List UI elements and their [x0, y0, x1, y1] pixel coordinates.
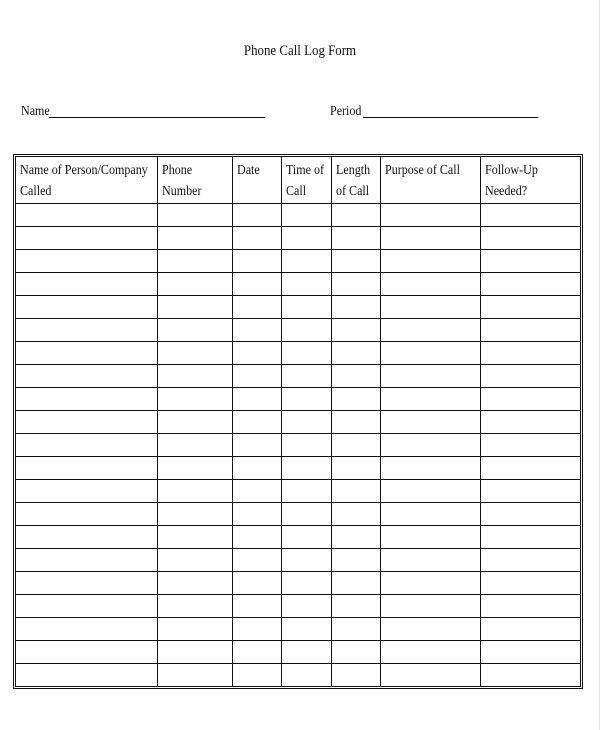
table-cell[interactable]: [16, 595, 158, 618]
table-row: [16, 204, 581, 227]
table-cell[interactable]: [481, 572, 581, 595]
table-cell[interactable]: [158, 549, 233, 572]
table-cell[interactable]: [233, 296, 282, 319]
column-header-purpose-of-call: Purpose of Call: [381, 157, 481, 204]
table-cell[interactable]: [381, 250, 481, 273]
table-cell[interactable]: [16, 319, 158, 342]
table-row: [16, 457, 581, 480]
table-cell[interactable]: [16, 549, 158, 572]
table-cell[interactable]: [282, 457, 332, 480]
table-row: [16, 273, 581, 296]
table-cell[interactable]: [381, 618, 481, 641]
table-row: [16, 480, 581, 503]
table-cell[interactable]: [481, 250, 581, 273]
table-cell[interactable]: [481, 411, 581, 434]
table-cell[interactable]: [158, 227, 233, 250]
table-cell[interactable]: [282, 411, 332, 434]
table-cell[interactable]: [158, 457, 233, 480]
table-cell[interactable]: [158, 365, 233, 388]
table-cell[interactable]: [332, 319, 381, 342]
table-cell[interactable]: [332, 273, 381, 296]
table-cell[interactable]: [16, 227, 158, 250]
table-cell[interactable]: [16, 618, 158, 641]
table-cell[interactable]: [282, 526, 332, 549]
table-row: [16, 526, 581, 549]
table-cell[interactable]: [233, 204, 282, 227]
table-cell[interactable]: [158, 250, 233, 273]
table-cell[interactable]: [381, 503, 481, 526]
table-cell[interactable]: [16, 526, 158, 549]
table-cell[interactable]: [481, 664, 581, 687]
table-cell[interactable]: [381, 365, 481, 388]
table-cell[interactable]: [158, 342, 233, 365]
table-cell[interactable]: [282, 365, 332, 388]
table-cell[interactable]: [282, 296, 332, 319]
table-cell[interactable]: [481, 480, 581, 503]
table-cell[interactable]: [332, 296, 381, 319]
table-cell[interactable]: [16, 664, 158, 687]
column-header-name-company: Name of Person/Company Called: [16, 157, 158, 204]
table-cell[interactable]: [16, 457, 158, 480]
table-cell[interactable]: [158, 480, 233, 503]
table-cell[interactable]: [381, 480, 481, 503]
table-cell[interactable]: [233, 411, 282, 434]
table-row: [16, 641, 581, 664]
table-cell[interactable]: [233, 434, 282, 457]
name-blank-line[interactable]: [49, 117, 265, 118]
table-row: [16, 388, 581, 411]
table-cell[interactable]: [481, 503, 581, 526]
table-cell[interactable]: [381, 296, 481, 319]
table-cell[interactable]: [481, 618, 581, 641]
table-cell[interactable]: [332, 480, 381, 503]
table-cell[interactable]: [158, 319, 233, 342]
table-cell[interactable]: [332, 227, 381, 250]
column-header-time-of-call: Time of Call: [282, 157, 332, 204]
table-cell[interactable]: [16, 273, 158, 296]
table-cell[interactable]: [381, 342, 481, 365]
table-cell[interactable]: [233, 503, 282, 526]
table-cell[interactable]: [16, 296, 158, 319]
table-cell[interactable]: [233, 572, 282, 595]
table-header-row: [16, 157, 581, 204]
table-cell[interactable]: [332, 365, 381, 388]
table-row: [16, 618, 581, 641]
table-cell[interactable]: [158, 664, 233, 687]
table-row: [16, 365, 581, 388]
table-cell[interactable]: [282, 641, 332, 664]
column-header-phone-number: Phone Number: [158, 157, 233, 204]
column-header-length-of-call: Length of Call: [332, 157, 381, 204]
table-cell[interactable]: [381, 388, 481, 411]
table-cell[interactable]: [282, 549, 332, 572]
table-cell[interactable]: [332, 250, 381, 273]
table-cell[interactable]: [282, 342, 332, 365]
name-label: Name: [21, 104, 50, 119]
table-body: [16, 204, 581, 687]
table-cell[interactable]: [233, 342, 282, 365]
table-cell[interactable]: [16, 434, 158, 457]
table-cell[interactable]: [481, 457, 581, 480]
table-cell[interactable]: [16, 365, 158, 388]
table-row: [16, 342, 581, 365]
table-cell[interactable]: [481, 388, 581, 411]
table-cell[interactable]: [481, 549, 581, 572]
table-cell[interactable]: [233, 250, 282, 273]
table-row: [16, 296, 581, 319]
form-title: Phone Call Log Form: [243, 43, 357, 59]
table-row: [16, 434, 581, 457]
table-cell[interactable]: [282, 618, 332, 641]
table-cell[interactable]: [158, 503, 233, 526]
table-cell[interactable]: [282, 204, 332, 227]
table-cell[interactable]: [481, 641, 581, 664]
table-cell[interactable]: [381, 549, 481, 572]
period-blank-line[interactable]: [363, 117, 538, 118]
table-cell[interactable]: [16, 411, 158, 434]
table-cell[interactable]: [381, 526, 481, 549]
table-row: [16, 319, 581, 342]
table-cell[interactable]: [158, 296, 233, 319]
table-cell[interactable]: [332, 664, 381, 687]
table-cell[interactable]: [332, 411, 381, 434]
table-cell[interactable]: [16, 503, 158, 526]
table-cell[interactable]: [332, 572, 381, 595]
table-cell[interactable]: [332, 388, 381, 411]
table-cell[interactable]: [332, 342, 381, 365]
table-cell[interactable]: [16, 342, 158, 365]
table-cell[interactable]: [381, 641, 481, 664]
table-cell[interactable]: [158, 572, 233, 595]
table-cell[interactable]: [233, 641, 282, 664]
table-row: [16, 664, 581, 687]
table-cell[interactable]: [282, 572, 332, 595]
table-row: [16, 411, 581, 434]
table-cell[interactable]: [233, 480, 282, 503]
table-cell[interactable]: [233, 664, 282, 687]
table-row: [16, 549, 581, 572]
table-cell[interactable]: [481, 319, 581, 342]
table-cell[interactable]: [158, 641, 233, 664]
table-cell[interactable]: [282, 273, 332, 296]
table-cell[interactable]: [381, 204, 481, 227]
table-cell[interactable]: [381, 319, 481, 342]
table-cell[interactable]: [481, 204, 581, 227]
table-cell[interactable]: [381, 457, 481, 480]
table-cell[interactable]: [282, 480, 332, 503]
table-cell[interactable]: [158, 411, 233, 434]
column-header-date: Date: [233, 157, 282, 204]
table-row: [16, 227, 581, 250]
table-cell[interactable]: [381, 273, 481, 296]
table-cell[interactable]: [282, 595, 332, 618]
table-cell[interactable]: [282, 664, 332, 687]
table-cell[interactable]: [381, 411, 481, 434]
table-cell[interactable]: [158, 204, 233, 227]
table-cell[interactable]: [282, 319, 332, 342]
table-cell[interactable]: [158, 595, 233, 618]
table-cell[interactable]: [481, 342, 581, 365]
table-cell[interactable]: [332, 549, 381, 572]
table-cell[interactable]: [233, 227, 282, 250]
column-header-follow-up-needed: Follow-Up Needed?: [481, 157, 581, 204]
table-row: [16, 503, 581, 526]
table-cell[interactable]: [158, 526, 233, 549]
table-cell[interactable]: [233, 273, 282, 296]
table-cell[interactable]: [381, 572, 481, 595]
table-cell[interactable]: [481, 595, 581, 618]
table-cell[interactable]: [16, 250, 158, 273]
table-row: [16, 572, 581, 595]
table-cell[interactable]: [332, 595, 381, 618]
table-cell[interactable]: [332, 204, 381, 227]
table-cell[interactable]: [233, 365, 282, 388]
name-field: [21, 100, 271, 120]
table-cell[interactable]: [332, 457, 381, 480]
table-cell[interactable]: [282, 388, 332, 411]
table-cell[interactable]: [16, 641, 158, 664]
table-cell[interactable]: [282, 434, 332, 457]
table-cell[interactable]: [158, 273, 233, 296]
table-cell[interactable]: [481, 227, 581, 250]
table-cell[interactable]: [233, 526, 282, 549]
table-cell[interactable]: [16, 480, 158, 503]
table-cell[interactable]: [16, 204, 158, 227]
table-cell[interactable]: [381, 595, 481, 618]
table-cell[interactable]: [158, 618, 233, 641]
table-cell[interactable]: [233, 319, 282, 342]
table-cell[interactable]: [481, 365, 581, 388]
table-cell[interactable]: [481, 526, 581, 549]
table-row: [16, 250, 581, 273]
table-row: [16, 595, 581, 618]
table-cell[interactable]: [381, 227, 481, 250]
table-cell[interactable]: [16, 388, 158, 411]
table-cell[interactable]: [332, 641, 381, 664]
table-cell[interactable]: [158, 388, 233, 411]
table-cell[interactable]: [481, 296, 581, 319]
table-cell[interactable]: [158, 434, 233, 457]
table-cell[interactable]: [282, 250, 332, 273]
table-cell[interactable]: [381, 664, 481, 687]
table-cell[interactable]: [16, 572, 158, 595]
table-cell[interactable]: [332, 526, 381, 549]
table-cell[interactable]: [481, 434, 581, 457]
table-cell[interactable]: [332, 503, 381, 526]
table-cell[interactable]: [381, 434, 481, 457]
period-label: Period: [330, 104, 362, 119]
table-cell[interactable]: [233, 595, 282, 618]
table-cell[interactable]: [233, 457, 282, 480]
table-cell[interactable]: [233, 388, 282, 411]
period-field: [330, 100, 550, 120]
table-cell[interactable]: [332, 434, 381, 457]
call-log-table: [15, 156, 581, 687]
table-cell[interactable]: [332, 618, 381, 641]
table-cell[interactable]: [481, 273, 581, 296]
table-cell[interactable]: [233, 549, 282, 572]
table-cell[interactable]: [282, 227, 332, 250]
table-cell[interactable]: [233, 618, 282, 641]
table-cell[interactable]: [282, 503, 332, 526]
